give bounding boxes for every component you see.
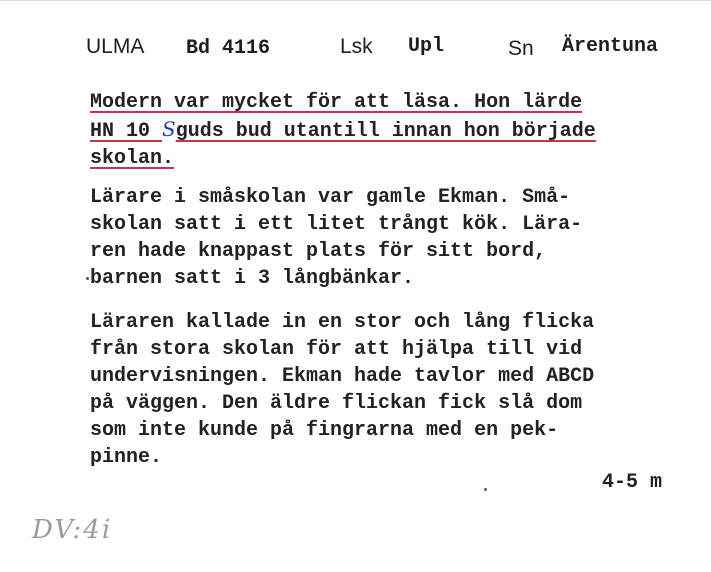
sn-value: Ärentuna xyxy=(562,35,659,58)
text-line: skolan. xyxy=(90,147,175,170)
archive-label: ULMA xyxy=(86,35,145,58)
text-line: HN 10 xyxy=(90,120,163,143)
text-line: barnen satt i 3 långbänkar. xyxy=(90,267,415,290)
text-line: pinne. xyxy=(90,446,163,469)
text-line: på väggen. Den äldre flickan fick slå dom xyxy=(90,392,583,415)
paragraph-2 xyxy=(90,184,690,292)
paragraph-1 xyxy=(90,89,690,172)
stray-mark xyxy=(484,488,487,491)
text-line: Lärare i småskolan var gamle Ekman. Små- xyxy=(90,186,571,209)
text-line: som inte kunde på fingrarna med en pek- xyxy=(90,419,559,442)
text-line: från stora skolan för att hjälpa till vid xyxy=(90,338,583,361)
handwritten-correction: S xyxy=(162,117,176,141)
pencil-annotation: DV:4i xyxy=(32,515,113,545)
paragraph-3 xyxy=(90,309,690,471)
volume-number: Bd 4116 xyxy=(186,37,271,60)
lsk-value: Upl xyxy=(408,35,445,58)
stray-mark xyxy=(86,277,89,280)
text-line: Läraren kallade in en stor och lång flicka xyxy=(90,311,595,334)
sn-label: Sn xyxy=(508,37,534,60)
text-line: skolan satt i ett litet trångt kök. Lära- xyxy=(90,213,583,236)
text-line: ren hade knappast plats för sitt bord, xyxy=(90,240,547,263)
card-header xyxy=(86,35,681,67)
text-line: undervisningen. Ekman hade tavlor med ABCD xyxy=(90,365,595,388)
text-line: guds bud utantill innan hon började xyxy=(175,120,596,143)
text-line: Modern var mycket för att läsa. Hon lärde xyxy=(90,91,583,114)
lsk-label: Lsk xyxy=(340,35,373,58)
page-reference: 4-5 m xyxy=(602,471,663,494)
